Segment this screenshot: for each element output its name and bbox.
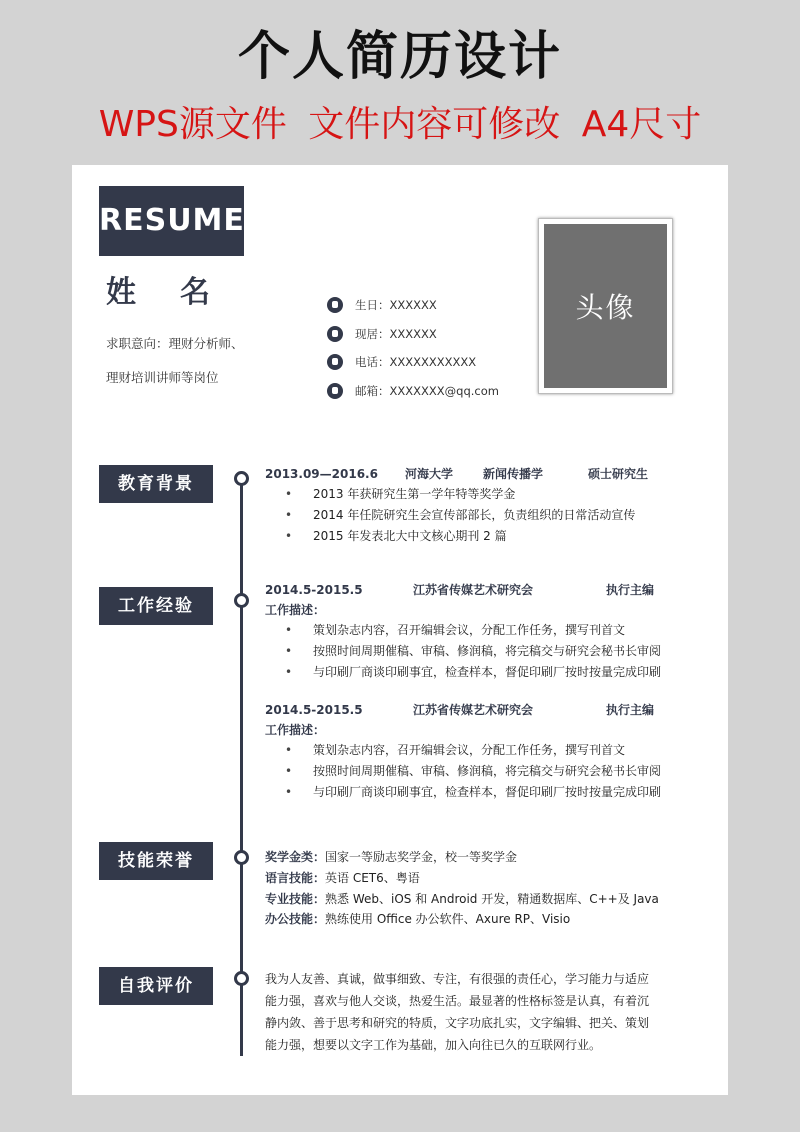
timeline-node — [234, 850, 249, 865]
work-desc-label: 工作描述： — [265, 603, 326, 617]
info-email — [327, 377, 499, 406]
info-text: 电话：XXXXXXXXXXX — [355, 355, 477, 370]
skill-key: 办公技能： — [265, 912, 326, 927]
info-text: 现居：XXXXXX — [355, 326, 437, 341]
skill-value: 国家一等励志奖学金，校一等奖学金 — [325, 850, 518, 864]
info-text: 生日：XXXXXX — [355, 298, 437, 313]
timeline-line — [240, 478, 243, 1056]
list-item: • 与印刷厂商谈印刷事宜，检查样本，督促印刷厂按时按量完成印刷 — [265, 662, 665, 683]
section-label-work: 工作经验 — [99, 587, 213, 625]
work-period: 2014.5-2015.5 — [265, 583, 363, 597]
skill-key: 语言技能： — [265, 870, 326, 885]
work-header — [265, 700, 665, 720]
avatar-frame — [538, 218, 673, 394]
list-item: • 2014 年任院研究生会宣传部部长，负责组织的日常活动宣传 — [265, 505, 665, 526]
work-block-1 — [265, 580, 665, 682]
phone-icon — [327, 354, 343, 370]
banner-subtitle: WPS源文件 文件内容可修改 A4尺寸 — [98, 104, 702, 145]
info-residence — [327, 320, 499, 349]
person-icon — [327, 297, 343, 313]
skill-value: 熟练使用 Office 办公软件、Axure RP、Visio — [325, 912, 571, 927]
info-text: 邮箱：XXXXXXX@qq.com — [355, 383, 499, 398]
job-intent — [106, 327, 286, 395]
work-block-2 — [265, 700, 665, 802]
skill-row — [265, 889, 665, 910]
resume-page — [72, 165, 728, 1095]
job-intent-line: 求职意向：理财分析师、 — [106, 336, 244, 351]
timeline-node — [234, 593, 249, 608]
list-item: • 策划杂志内容，召开编辑会议，分配工作任务，撰写刊首文 — [265, 740, 665, 761]
info-birthday — [327, 291, 499, 320]
skill-key: 专业技能： — [265, 891, 326, 906]
self-eval-line: 能力强，喜欢与他人交谈，热爱生活。最显著的性格标签是认真，有着沉 — [265, 994, 650, 1008]
work-period: 2014.5-2015.5 — [265, 703, 363, 717]
skill-value: 英语 CET6、粤语 — [325, 870, 420, 885]
skills-block — [265, 847, 665, 930]
skill-value: 熟悉 Web、iOS 和 Android 开发，精通数据库、C++及 Java — [325, 891, 659, 906]
list-item: • 2015 年发表北大中文核心期刊 2 篇 — [265, 526, 665, 547]
skill-key: 奖学金类： — [265, 850, 326, 864]
self-eval-line: 我为人友善、真诚，做事细致、专注，有很强的责任心，学习能力与适应 — [265, 972, 650, 986]
skill-row — [265, 868, 665, 889]
list-item: • 2013 年获研究生第一学年特等奖学金 — [265, 484, 665, 505]
home-icon — [327, 326, 343, 342]
education-period: 2013.09—2016.6 — [265, 467, 378, 481]
work-role: 执行主编 — [606, 583, 655, 597]
timeline-node — [234, 471, 249, 486]
work-header — [265, 580, 665, 600]
list-item: • 策划杂志内容，召开编辑会议，分配工作任务，撰写刊首文 — [265, 620, 665, 641]
list-item: • 按照时间周期催稿、审稿、修润稿，将完稿交与研究会秘书长审阅 — [265, 641, 665, 662]
skill-row — [265, 909, 665, 930]
list-item: • 按照时间周期催稿、审稿、修润稿，将完稿交与研究会秘书长审阅 — [265, 761, 665, 782]
banner-title: 个人简历设计 — [237, 27, 562, 87]
skill-row — [265, 847, 665, 868]
list-item: • 与印刷厂商谈印刷事宜，检查样本，督促印刷厂按时按量完成印刷 — [265, 782, 665, 803]
job-intent-line: 理财培训讲师等岗位 — [106, 370, 219, 385]
self-eval-line: 能力强，想要以文字工作为基础，加入向往已久的互联网行业。 — [265, 1038, 602, 1052]
section-label-education: 教育背景 — [99, 465, 213, 503]
mail-icon — [327, 383, 343, 399]
education-header — [265, 464, 665, 484]
timeline-node — [234, 971, 249, 986]
education-major: 新闻传播学 — [483, 467, 544, 481]
work-role: 执行主编 — [606, 703, 655, 717]
self-eval-line: 静内敛、善于思考和研究的特质，文字功底扎实，文字编辑、把关、策划 — [265, 1016, 650, 1030]
applicant-name: 姓名 — [106, 275, 254, 310]
section-label-self-eval: 自我评价 — [99, 967, 213, 1005]
work-desc-label: 工作描述： — [265, 723, 326, 737]
work-company: 江苏省传媒艺术研究会 — [413, 703, 534, 717]
education-block — [265, 464, 665, 546]
education-school: 河海大学 — [405, 467, 454, 481]
self-eval-text — [265, 968, 665, 1056]
work-company: 江苏省传媒艺术研究会 — [413, 583, 534, 597]
resume-logo: RESUME — [99, 186, 244, 256]
info-phone — [327, 348, 499, 377]
avatar: 头像 — [544, 224, 667, 388]
education-degree: 硕士研究生 — [588, 467, 649, 481]
section-label-skills: 技能荣誉 — [99, 842, 213, 880]
contact-info — [327, 291, 499, 405]
